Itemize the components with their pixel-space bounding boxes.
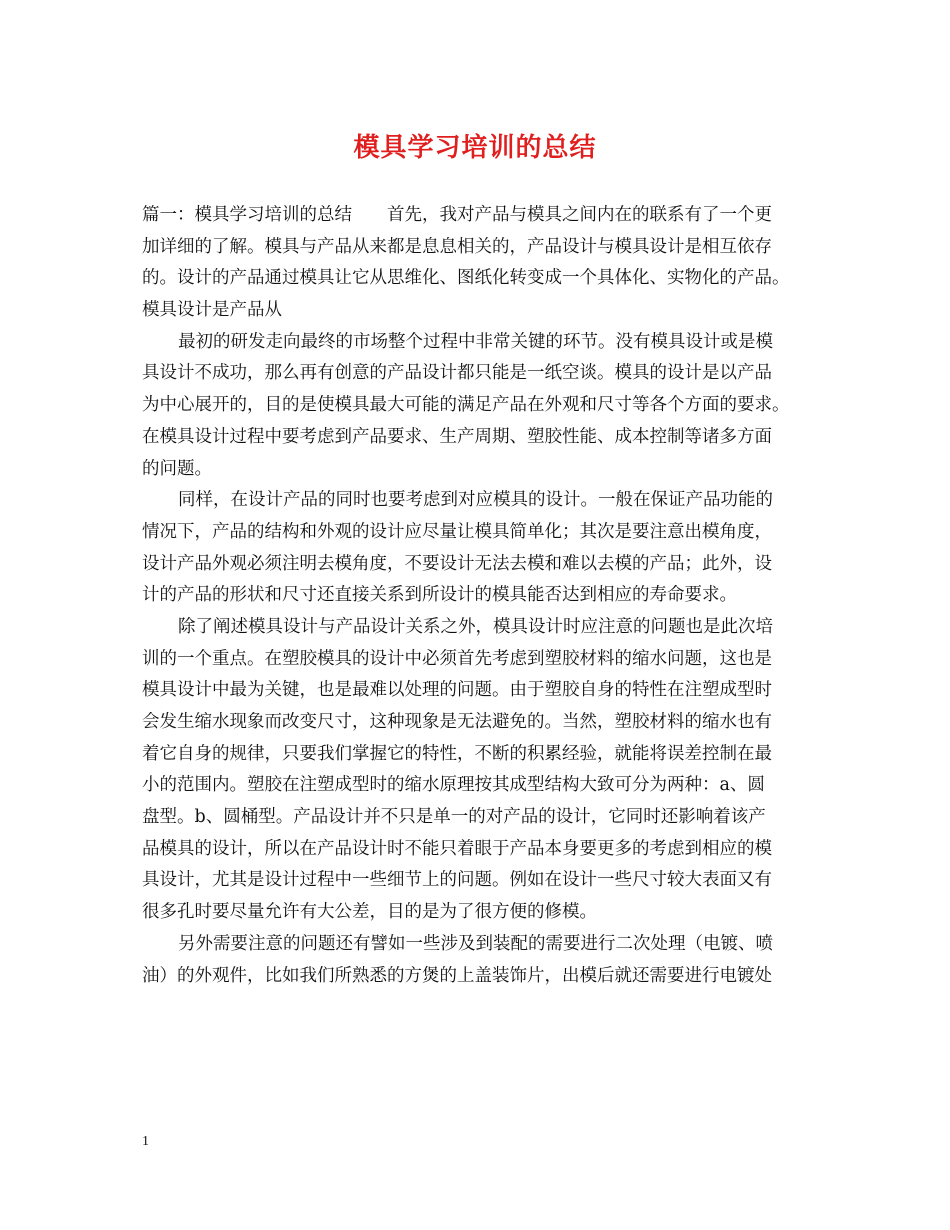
- text-line: 加详细的了解。模具与产品从来都是息息相关的，产品设计与模具设计是相互依存: [142, 236, 772, 257]
- text-line: 油）的外观件，比如我们所熟悉的方煲的上盖装饰片，出模后就还需要进行电镀处: [142, 965, 772, 986]
- text-line: 除了阐述模具设计与产品设计关系之外，模具设计时应注意的问题也是此次培: [178, 616, 773, 637]
- text-line: 具设计，尤其是设计过程中一些细节上的问题。例如在设计一些尺寸较大表面又有: [142, 870, 772, 891]
- page-number: 1: [142, 1134, 149, 1149]
- text-line: 很多孔时要尽量允许有大公差，目的是为了很方便的修模。: [142, 902, 597, 923]
- text-line: 模具设计中最为关键，也是最难以处理的问题。由于塑胶自身的特性在注塑成型时: [142, 680, 772, 701]
- text-line: 另外需要注意的问题还有譬如一些涉及到装配的需要进行二次处理（电镀、喷: [178, 933, 773, 954]
- text-line: 训的一个重点。在塑胶模具的设计中必须首先考虑到塑胶材料的缩水问题，这也是: [142, 648, 772, 669]
- text-line: 情况下，产品的结构和外观的设计应尽量让模具简单化；其次是要注意出模角度，: [142, 521, 772, 542]
- text-line: 同样，在设计产品的同时也要考虑到对应模具的设计。一般在保证产品功能的: [178, 490, 773, 511]
- text-line: 设计产品外观必须注明去模角度，不要设计无法去模和难以去模的产品；此外，设: [142, 553, 772, 574]
- text-line: 在模具设计过程中要考虑到产品要求、生产周期、塑胶性能、成本控制等诸多方面: [142, 426, 772, 447]
- text-line: 品模具的设计，所以在产品设计时不能只着眼于产品本身要更多的考虑到相应的模: [142, 838, 772, 859]
- document-title: 模具学习培训的总结: [353, 133, 597, 163]
- text-line: 会发生缩水现象而改变尺寸，这种现象是无法避免的。当然，塑胶材料的缩水也有: [142, 712, 772, 732]
- text-line: 小的范围内。塑胶在注塑成型时的缩水原理按其成型结构大致可分为两种：a、圆: [142, 775, 765, 796]
- document-body: [142, 200, 810, 992]
- text-line: 篇一：模具学习培训的总结 首先，我对产品与模具之间内在的联系有了一个更: [142, 205, 772, 225]
- text-line: 的问题。: [142, 458, 212, 479]
- text-line: 盘型。b、圆桶型。产品设计并不只是单一的对产品的设计，它同时还影响着该产: [142, 807, 766, 828]
- text-line: 为中心展开的，目的是使模具最大可能的满足产品在外观和尺寸等各个方面的要求。: [142, 395, 790, 416]
- text-line: 最初的研发走向最终的市场整个过程中非常关键的环节。没有模具设计或是模: [178, 331, 773, 352]
- text-line: 着它自身的规律，只要我们掌握它的特性，不断的积累经验，就能将误差控制在最: [142, 743, 772, 764]
- text-line: 具设计不成功，那么再有创意的产品设计都只能是一纸空谈。模具的设计是以产品: [142, 363, 772, 384]
- text-line: 模具设计是产品从: [142, 300, 282, 321]
- text-line: 计的产品的形状和尺寸还直接关系到所设计的模具能否达到相应的寿命要求。: [142, 585, 737, 606]
- text-line: 的。设计的产品通过模具让它从思维化、图纸化转变成一个具体化、实物化的产品。: [142, 268, 790, 289]
